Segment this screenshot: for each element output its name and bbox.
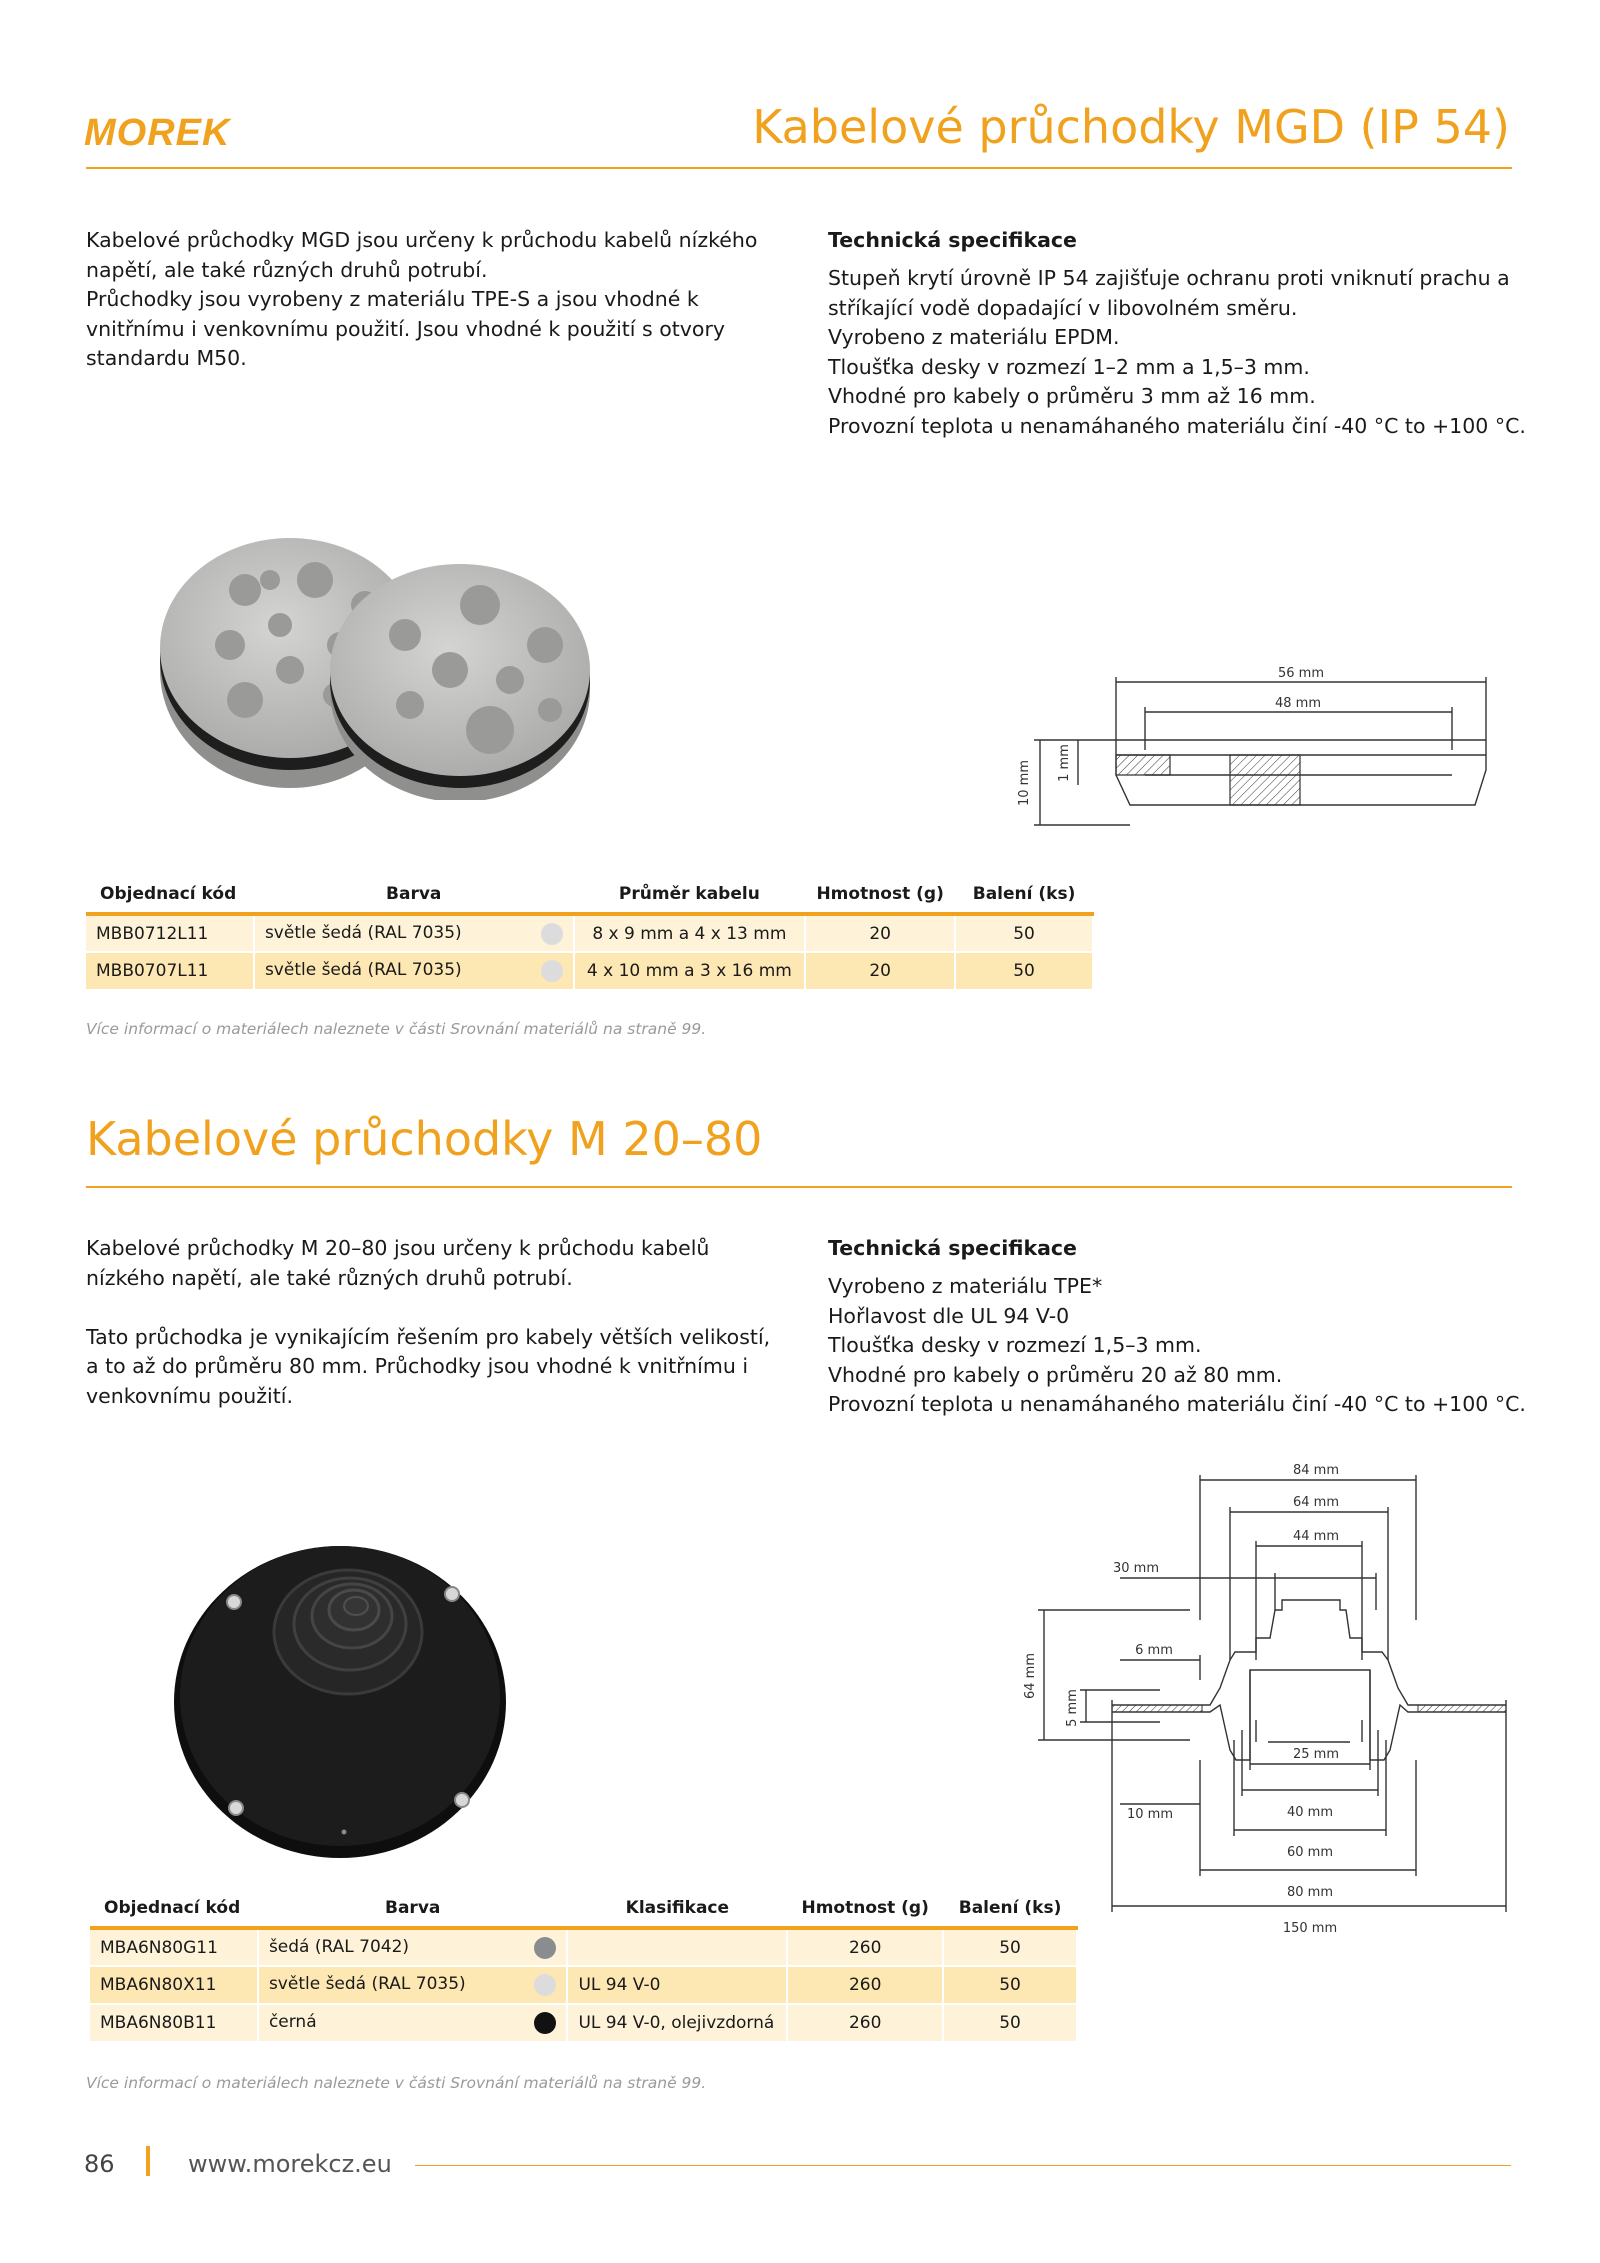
brand-logo: MOREK xyxy=(84,112,231,154)
desc-line xyxy=(86,1293,806,1323)
color-label: světle šedá (RAL 7035) xyxy=(264,960,462,980)
color-swatch-icon xyxy=(541,923,563,945)
section1-spec-heading: Technická specifikace xyxy=(828,228,1077,252)
col-header-class: Klasifikace xyxy=(567,1890,787,1928)
color-label: šedá (RAL 7042) xyxy=(268,1936,410,1957)
dim-150: 150 mm xyxy=(1282,1921,1338,1936)
col-header-diameter: Průměr kabelu xyxy=(574,876,806,914)
cell-class xyxy=(567,1928,787,1966)
cell-color xyxy=(258,1928,568,1966)
col-header-weight: Hmotnost (g) xyxy=(805,876,955,914)
dim-30: 30 mm xyxy=(1112,1561,1160,1576)
color-label: světle šedá (RAL 7035) xyxy=(268,1974,466,1994)
cell-class: UL 94 V-0, olejivzdorná xyxy=(567,2004,787,2042)
dim-64-height: 64 mm xyxy=(1023,1652,1038,1700)
cell-class: UL 94 V-0 xyxy=(567,1966,787,2004)
cell-code: MBA6N80X11 xyxy=(90,1966,258,2004)
section2-note: Více informací o materiálech naleznete v části Srovnání materiálů na straně 99. xyxy=(86,2074,707,2092)
table-row xyxy=(90,2004,1077,2042)
desc-line: vnitřnímu i venkovnímu použití. Jsou vhodné k použití s otvory xyxy=(86,316,726,341)
table-row xyxy=(90,1966,1077,2004)
color-label: černá xyxy=(268,2012,317,2032)
cell-pack: 50 xyxy=(943,1928,1077,1966)
table-row xyxy=(90,1928,1077,1966)
table-row xyxy=(86,952,1093,990)
dim-6: 6 mm xyxy=(1135,1643,1173,1658)
cell-code: MBB0707L11 xyxy=(86,952,254,990)
spec-line: Provozní teplota u nenamáhaného materiálu činí -40 °C to +100 °C. xyxy=(828,413,1526,438)
spec-line: stříkající vodě dopadající v libovolném směru. xyxy=(828,295,1298,320)
dim-44: 44 mm xyxy=(1292,1529,1340,1544)
color-swatch-icon xyxy=(534,1937,556,1959)
col-header-pack: Balení (ks) xyxy=(955,876,1093,914)
mgd-cross-section-drawing xyxy=(1000,655,1520,835)
mgd-grommet-photo xyxy=(150,520,610,800)
cell-color xyxy=(258,2004,568,2042)
page-title: Kabelové průchodky MGD (IP 54) xyxy=(752,100,1510,154)
color-swatch-icon xyxy=(534,1974,556,1996)
section2-spec xyxy=(828,1272,1528,1420)
footer-separator xyxy=(146,2146,150,2176)
cell-code: MBA6N80B11 xyxy=(90,2004,258,2042)
desc-line: nízkého napětí, ale také různých druhů potrubí. xyxy=(86,1265,573,1290)
table-row xyxy=(86,914,1093,952)
spec-line: Vyrobeno z materiálu TPE* xyxy=(828,1274,1103,1298)
desc-line: venkovnímu použití. xyxy=(86,1383,293,1408)
cell-pack: 50 xyxy=(955,952,1093,990)
cell-weight: 260 xyxy=(787,1928,943,1966)
cell-weight: 260 xyxy=(787,2004,943,2042)
desc-line: a to až do průměru 80 mm. Průchodky jsou vhodné k vnitřnímu i xyxy=(86,1354,749,1378)
col-header-code: Objednací kód xyxy=(90,1890,258,1928)
cell-color xyxy=(254,952,574,990)
desc-line: Průchodky jsou vyrobeny z materiálu TPE-S a jsou vhodné k xyxy=(86,287,699,311)
desc-line: Kabelové průchodky MGD jsou určeny k průchodu kabelů nízkého xyxy=(86,228,758,252)
dim-48: 48 mm xyxy=(1274,696,1322,711)
cell-color xyxy=(258,1966,568,2004)
col-header-color: Barva xyxy=(258,1890,568,1928)
desc-line: napětí, ale také různých druhů potrubí. xyxy=(86,257,488,282)
cell-weight: 260 xyxy=(787,1966,943,2004)
section1-description xyxy=(86,226,806,374)
cell-weight: 20 xyxy=(805,952,955,990)
cell-code: MBB0712L11 xyxy=(86,914,254,952)
cell-pack: 50 xyxy=(943,1966,1077,2004)
footer-rule xyxy=(415,2165,1511,2166)
spec-line: Stupeň krytí úrovně IP 54 zajišťuje ochranu proti vniknutí prachu a xyxy=(828,266,1510,290)
cell-weight: 20 xyxy=(805,914,955,952)
color-label: světle šedá (RAL 7035) xyxy=(264,922,462,943)
dim-10-height: 10 mm xyxy=(1017,759,1032,807)
dim-5-height: 5 mm xyxy=(1065,1689,1080,1727)
color-swatch-icon xyxy=(534,2012,556,2034)
spec-line: Tloušťka desky v rozmezí 1,5–3 mm. xyxy=(828,1333,1202,1357)
spec-line: Provozní teplota u nenamáhaného materiálu činí -40 °C to +100 °C. xyxy=(828,1392,1526,1416)
dim-60: 60 mm xyxy=(1286,1845,1334,1860)
spec-line: Hořlavost dle UL 94 V-0 xyxy=(828,1303,1070,1328)
section1-spec xyxy=(828,264,1528,441)
desc-line: Tato průchodka je vynikajícím řešením pro kabely větších velikostí, xyxy=(86,1324,771,1349)
dim-80: 80 mm xyxy=(1286,1885,1334,1900)
m2080-cross-section-drawing xyxy=(1020,1460,1520,1940)
page-number: 86 xyxy=(84,2150,115,2178)
dim-64: 64 mm xyxy=(1292,1495,1340,1510)
cell-pack: 50 xyxy=(955,914,1093,952)
dim-1-height: 1 mm xyxy=(1057,744,1072,782)
dim-56: 56 mm xyxy=(1277,666,1325,681)
section2-title: Kabelové průchodky M 20–80 xyxy=(86,1112,763,1166)
section1-table xyxy=(86,876,1094,991)
section1-note: Více informací o materiálech naleznete v části Srovnání materiálů na straně 99. xyxy=(86,1020,707,1038)
desc-line: Kabelové průchodky M 20–80 jsou určeny k průchodu kabelů xyxy=(86,1236,710,1260)
cell-color xyxy=(254,914,574,952)
section2-description xyxy=(86,1234,806,1411)
title-divider xyxy=(86,167,1512,169)
dim-10: 10 mm xyxy=(1126,1807,1174,1822)
cell-diameter: 8 x 9 mm a 4 x 13 mm xyxy=(574,914,806,952)
dim-40: 40 mm xyxy=(1286,1805,1334,1820)
spec-line: Vhodné pro kabely o průměru 3 mm až 16 mm. xyxy=(828,384,1316,408)
col-header-color: Barva xyxy=(254,876,574,914)
col-header-code: Objednací kód xyxy=(86,876,254,914)
dim-84: 84 mm xyxy=(1292,1463,1340,1478)
section2-table xyxy=(90,1890,1078,2043)
spec-line: Vyrobeno z materiálu EPDM. xyxy=(828,325,1120,349)
website-link[interactable]: www.morekcz.eu xyxy=(188,2150,392,2178)
cell-pack: 50 xyxy=(943,2004,1077,2042)
dim-25: 25 mm xyxy=(1292,1747,1340,1762)
desc-line: standardu M50. xyxy=(86,346,247,370)
section2-divider xyxy=(86,1186,1512,1188)
m2080-grommet-photo xyxy=(170,1532,510,1862)
cell-diameter: 4 x 10 mm a 3 x 16 mm xyxy=(574,952,806,990)
cell-code: MBA6N80G11 xyxy=(90,1928,258,1966)
col-header-pack: Balení (ks) xyxy=(943,1890,1077,1928)
col-header-weight: Hmotnost (g) xyxy=(787,1890,943,1928)
section2-spec-heading: Technická specifikace xyxy=(828,1236,1077,1260)
color-swatch-icon xyxy=(541,960,563,982)
spec-line: Tloušťka desky v rozmezí 1–2 mm a 1,5–3 mm. xyxy=(828,354,1310,379)
spec-line: Vhodné pro kabely o průměru 20 až 80 mm. xyxy=(828,1362,1283,1387)
